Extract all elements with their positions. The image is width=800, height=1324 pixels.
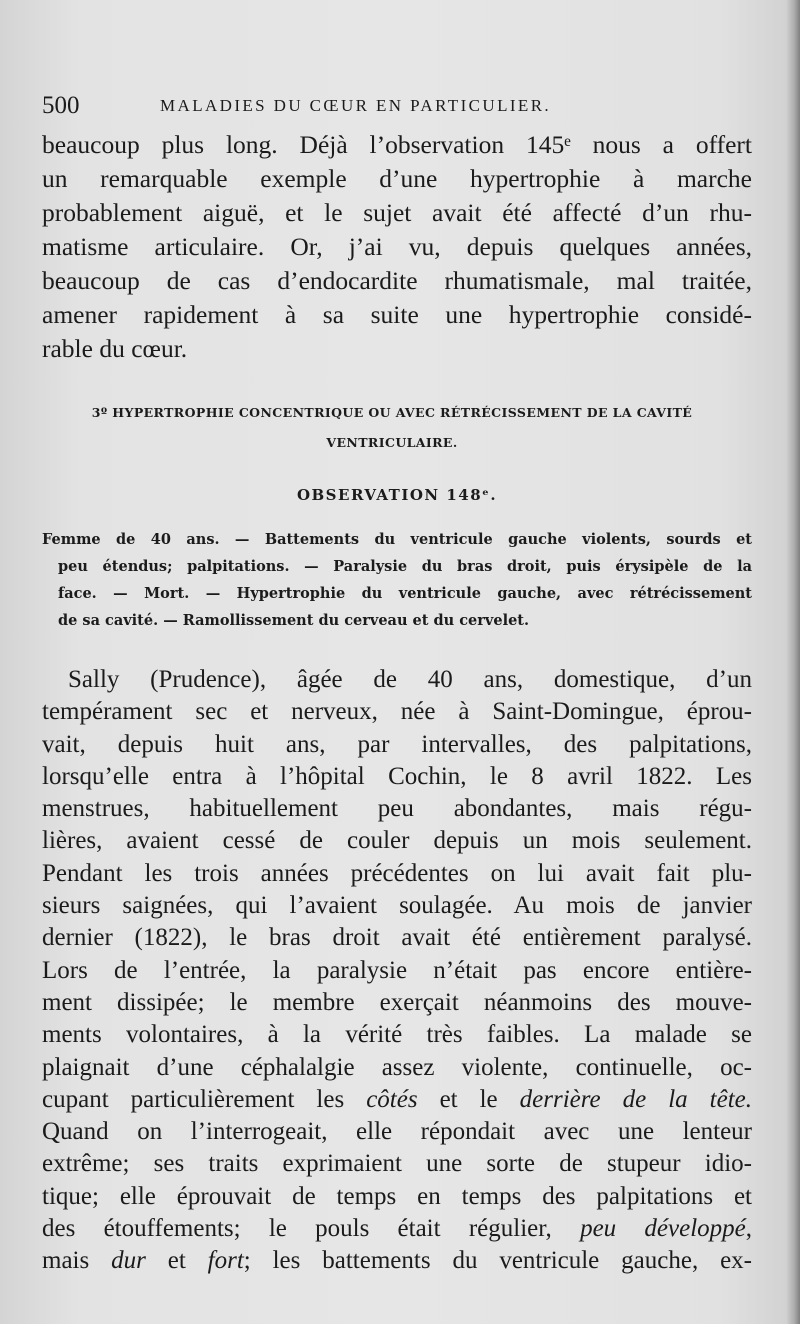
text-line: matisme articulaire. Or, j’ai vu, depuis quelques années, bbox=[42, 232, 752, 261]
section-heading-line: 3º HYPERTROPHIE CONCENTRIQUE OU AVEC RÉTRÉCISSEMENT DE LA CAVITÉ bbox=[91, 405, 693, 420]
text-line: un remarquable exemple d’une hypertrophie à marche bbox=[42, 164, 752, 193]
text-line: beaucoup plus long. Déjà l’observation 145ᵉ nous a offert bbox=[42, 130, 752, 159]
page-edge-shadow bbox=[786, 0, 800, 1324]
summary-line: face. — Mort. — Hypertrophie du ventricule gauche, avec rétrécissement bbox=[58, 585, 752, 602]
text-run: des étouffements; le pouls était régulier, bbox=[42, 1215, 581, 1243]
text-line: lorsqu’elle entra à l’hôpital Cochin, le 8 avril 1822. Les bbox=[42, 762, 752, 790]
text-line: beaucoup de cas d’endocardite rhumatismale, mal traitée, bbox=[42, 266, 752, 295]
page-number: 500 bbox=[42, 92, 80, 119]
text-line: ment dissipée; le membre exerçait néanmoins des mouve- bbox=[42, 988, 752, 1016]
text-line: amener rapidement à sa suite une hypertrophie considé- bbox=[42, 300, 752, 329]
observation-summary bbox=[42, 526, 752, 634]
italic-text: dur bbox=[111, 1247, 146, 1275]
section-heading bbox=[62, 398, 722, 458]
text-line: Sally (Prudence), âgée de 40 ans, domestique, d’un bbox=[68, 666, 752, 693]
text-run: et bbox=[145, 1247, 208, 1275]
text-line bbox=[42, 1213, 752, 1245]
text-line: vait, depuis huit ans, par intervalles, des palpitations, bbox=[42, 730, 752, 758]
italic-text: peu développé bbox=[580, 1215, 746, 1243]
text-line: Quand on l’interrogeait, elle répondait avec une lenteur bbox=[42, 1118, 752, 1146]
italic-text: derrière de la tête. bbox=[519, 1085, 753, 1113]
observation-title: OBSERVATION 148ᵉ. bbox=[296, 486, 498, 504]
italic-text: côtés bbox=[366, 1085, 418, 1113]
running-title: MALADIES DU CŒUR EN PARTICULIER. bbox=[160, 96, 552, 115]
text-run: et le bbox=[417, 1085, 520, 1113]
case-paragraph bbox=[42, 664, 752, 1278]
text-line: plaignait d’une céphalalgie assez violente, continuelle, oc- bbox=[42, 1053, 752, 1081]
text-run: ; les battements du ventricule gauche, ex- bbox=[243, 1247, 753, 1275]
section-heading-line: VENTRICULAIRE. bbox=[326, 435, 458, 450]
summary-line: de sa cavité. — Ramollissement du cerveau et du cervelet. bbox=[58, 612, 530, 629]
intro-paragraph bbox=[42, 128, 752, 366]
text-line: ments volontaires, à la vérité très faibles. La malade se bbox=[42, 1021, 752, 1049]
text-line: Pendant les trois années précédentes on lui avait fait plu- bbox=[42, 859, 752, 887]
text-run: mais bbox=[42, 1247, 112, 1275]
italic-text: fort bbox=[207, 1247, 244, 1275]
text-line: dernier (1822), le bras droit avait été entièrement paralysé. bbox=[42, 924, 752, 952]
text-line: tique; elle éprouvait de temps en temps des palpitations et bbox=[42, 1182, 752, 1210]
text-line: extrême; ses traits exprimaient une sorte de stupeur idio- bbox=[42, 1150, 752, 1178]
text-line: menstrues, habituellement peu abondantes, mais régu- bbox=[42, 795, 752, 823]
text-line bbox=[42, 1084, 752, 1116]
summary-line: Femme de 40 ans. — Battements du ventricule gauche violents, sourds et bbox=[42, 531, 752, 548]
text-line: Lors de l’entrée, la paralysie n’était pas encore entière- bbox=[42, 956, 752, 984]
text-line: probablement aiguë, et le sujet avait été affecté d’un rhu- bbox=[42, 198, 752, 227]
text-line bbox=[42, 1245, 752, 1277]
text-line: tempérament sec et nerveux, née à Saint-Domingue, éprou- bbox=[42, 698, 752, 726]
page-header bbox=[42, 88, 762, 124]
text-run: , bbox=[745, 1215, 752, 1243]
text-run: cupant particulièrement les bbox=[42, 1085, 367, 1113]
summary-line: peu étendus; palpitations. — Paralysie du bras droit, puis érysipèle de la bbox=[58, 558, 752, 575]
text-line: lières, avaient cessé de couler depuis un mois seulement. bbox=[42, 827, 752, 855]
text-line: sieurs saignées, qui l’avaient soulagée. Au mois de janvier bbox=[42, 892, 752, 920]
text-line: rable du cœur. bbox=[42, 334, 188, 363]
